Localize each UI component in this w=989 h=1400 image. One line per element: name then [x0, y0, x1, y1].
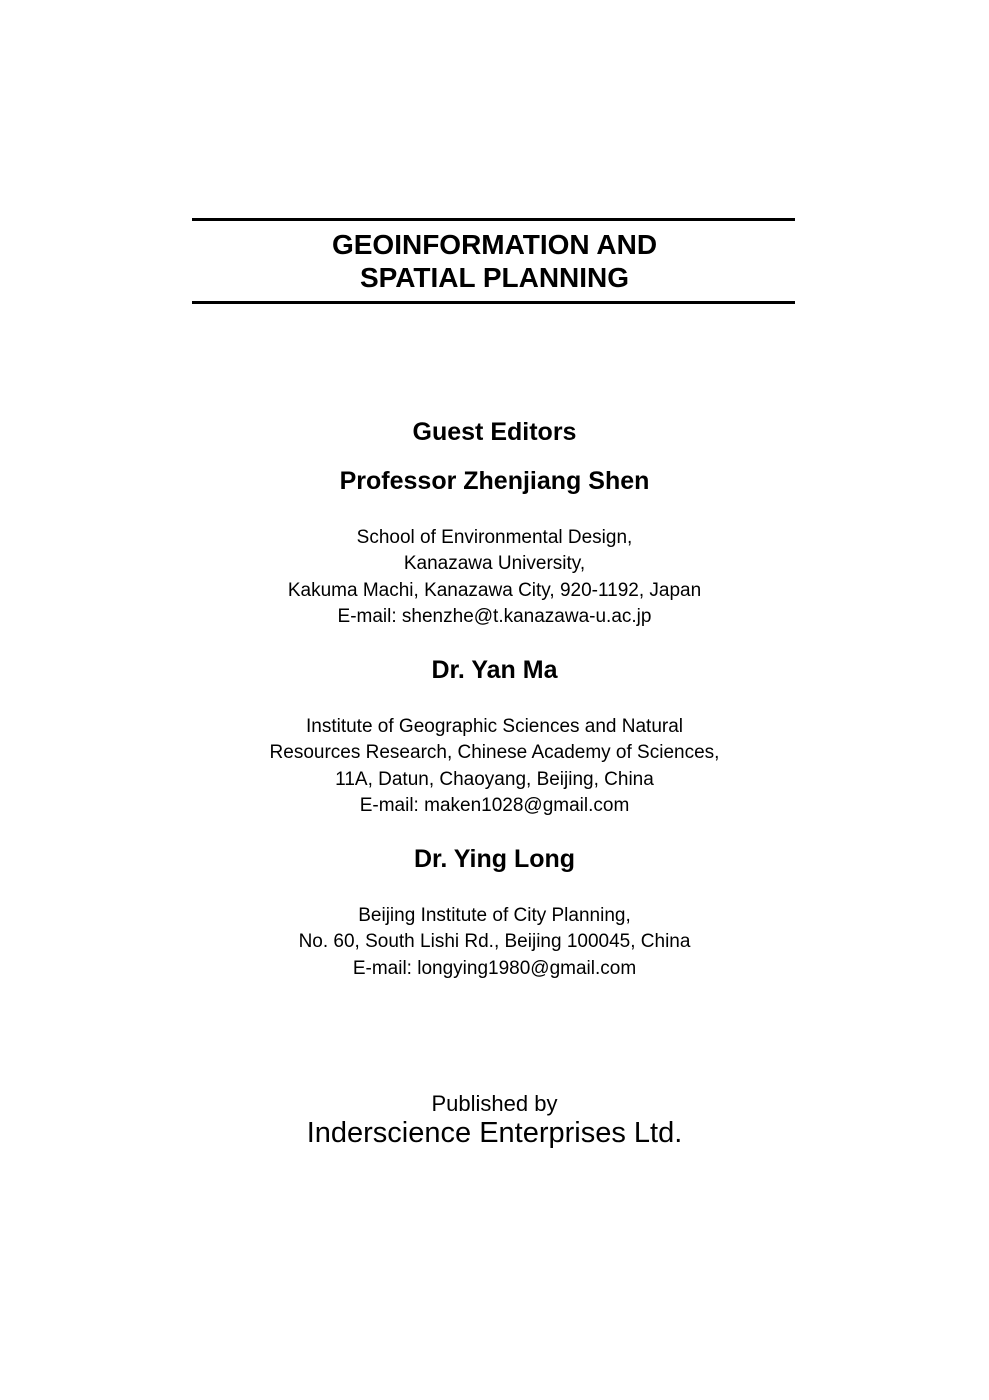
- editor-3-affiliation-line: No. 60, South Lishi Rd., Beijing 100045, China: [298, 931, 691, 952]
- editor-name-2: Dr. Yan Ma: [431, 656, 558, 684]
- editor-3-email: E-mail: longying1980@gmail.com: [352, 958, 637, 979]
- editor-1-affiliation-line: Kanazawa University,: [403, 553, 586, 574]
- editor-2-affiliation-line: Institute of Geographic Sciences and Natural: [305, 716, 684, 737]
- top-rule: [192, 218, 795, 221]
- bottom-rule: [192, 301, 795, 304]
- editor-name-1: Professor Zhenjiang Shen: [339, 467, 650, 495]
- editor-3-affiliation-line: Beijing Institute of City Planning,: [358, 905, 631, 926]
- guest-editors-heading: Guest Editors: [412, 418, 577, 446]
- book-title-line-1: GEOINFORMATION AND: [331, 229, 658, 260]
- editor-2-affiliation-line: 11A, Datun, Chaoyang, Beijing, China: [335, 769, 654, 790]
- editor-1-email: E-mail: shenzhe@t.kanazawa-u.ac.jp: [337, 606, 652, 627]
- published-by-label: Published by: [431, 1091, 558, 1116]
- editor-1-affiliation-line: School of Environmental Design,: [356, 527, 633, 548]
- publisher-name: Inderscience Enterprises Ltd.: [306, 1117, 683, 1149]
- editor-name-3: Dr. Ying Long: [413, 845, 576, 873]
- book-title-line-2: SPATIAL PLANNING: [359, 262, 630, 293]
- editor-2-affiliation-line: Resources Research, Chinese Academy of Sciences,: [269, 742, 720, 763]
- editor-2-email: E-mail: maken1028@gmail.com: [359, 795, 630, 816]
- editor-1-affiliation-line: Kakuma Machi, Kanazawa City, 920-1192, Japan: [287, 580, 702, 601]
